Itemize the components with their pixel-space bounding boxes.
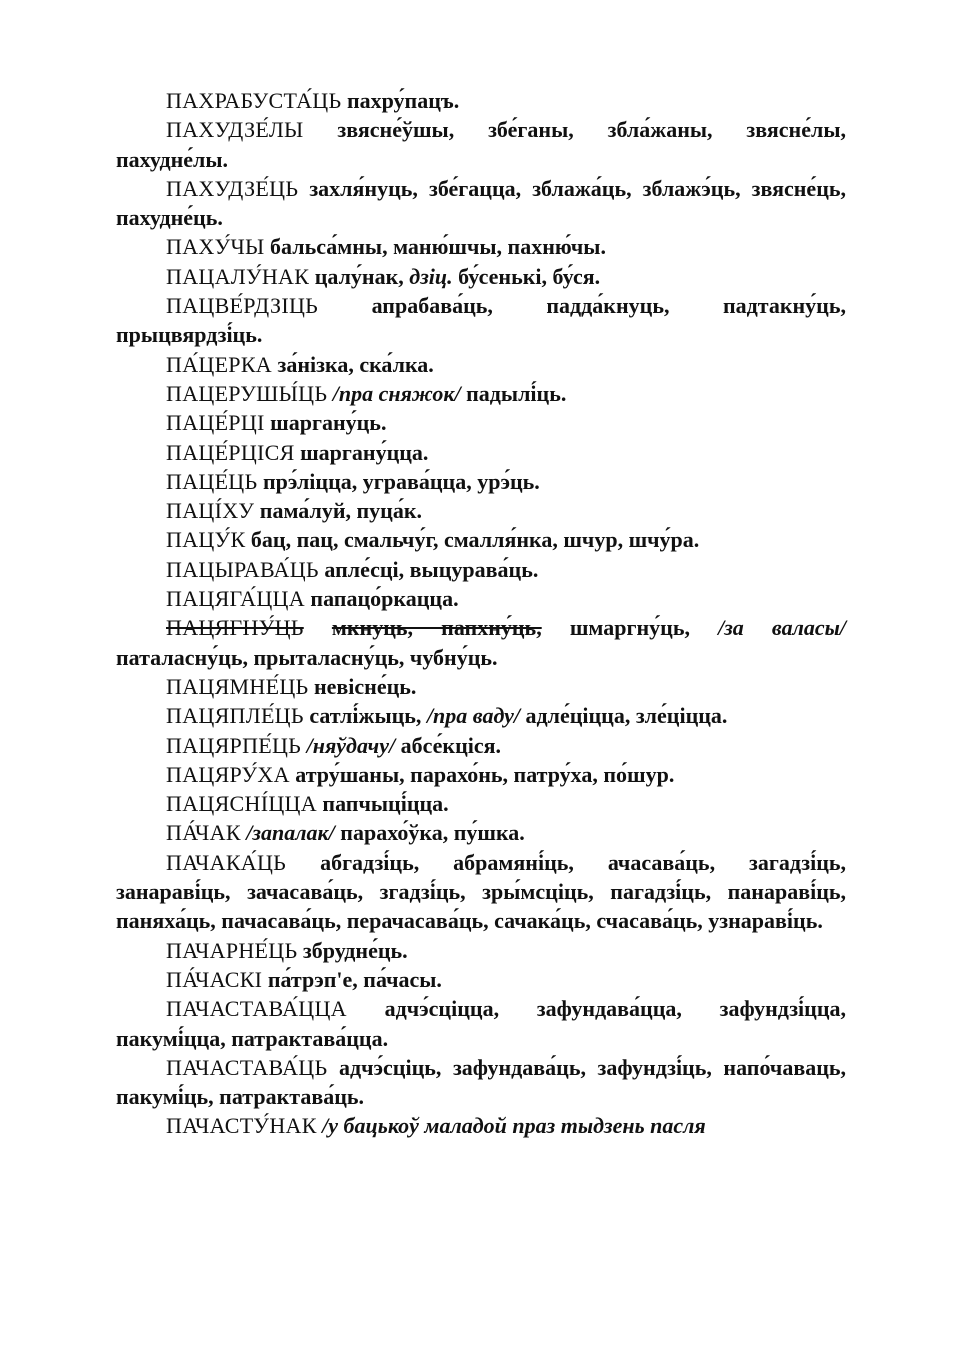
dictionary-entry [116, 438, 846, 467]
dictionary-entry [116, 760, 846, 789]
entry-usage-note: дзіц. [409, 263, 453, 289]
entry-synonyms: па́трэп'е, па́часы. [267, 966, 442, 992]
dictionary-entry [116, 115, 846, 174]
entry-headword: ПАЦЯСНІ́ЦЦА [166, 791, 317, 817]
entry-headword: ПА́ЧАК [166, 820, 241, 846]
entry-synonyms: бальса́мны, маню́шчы, пахню́чы. [270, 234, 606, 260]
dictionary-entry [116, 86, 846, 115]
entry-headword: ПАЦЯМНЕ́ЦЬ [166, 673, 309, 699]
entry-headword: ПАХУДЗЕ́ЛЫ [166, 117, 304, 143]
entry-synonyms: пама́луй, пуца́к. [259, 498, 423, 524]
entry-synonyms: шаргану́ць. [270, 410, 387, 436]
entry-synonyms: шмаргну́ць, [569, 615, 690, 641]
entry-headword: ПА́ЧАСКІ [166, 966, 263, 992]
entry-headword: ПАЦВЕ́РДЗІЦЬ [166, 293, 319, 319]
dictionary-entry [116, 672, 846, 701]
entry-headword: ПАЧАСТАВА́ЦЬ [166, 1054, 328, 1080]
entry-synonyms: прэ́ліцца, уграва́цца, урэ́ць. [262, 468, 540, 494]
entry-synonyms: бац, пац, смальчу́г, смалля́нка, шчур, шчу́ра. [250, 527, 700, 553]
dictionary-entry [116, 965, 846, 994]
entry-synonyms: атру́шаны, парахо́нь, патру́ха, по́шур. [295, 761, 675, 787]
entry-headword: ПАЧАРНЕ́ЦЬ [166, 937, 298, 963]
entry-headword: ПАХРАБУСТА́ЦЬ [166, 88, 342, 113]
entry-usage-note: /у бацькоў маладой праз тыдзень пасля [322, 1113, 706, 1139]
dictionary-entry [116, 525, 846, 554]
entry-synonyms: звясне́ўшы, збе́ганы, збла́жаны, звясне́лы, пахудне́лы. [116, 117, 846, 172]
entry-synonyms: за́нізка, ска́лка. [277, 351, 434, 377]
entry-synonyms: збрудне́ць. [302, 937, 408, 963]
entry-headword: ПАЧАСТУ́НАК [166, 1113, 317, 1139]
entry-headword: ПАЧАКА́ЦЬ [166, 849, 287, 875]
entry-synonyms: абгадзі́ць, абрамяні́ць, ачасава́ць, загадзі́ць, занараві́ць, зачасава́ць, згадзі́ць, зры́мсціць, пагадзі́ць, панараві́ць, паняха́ць, пачасава́ць, перачасава́ць, сачака́ць, счасава́ць, узнараві́ць. [116, 849, 846, 934]
dictionary-entry [116, 379, 846, 408]
dictionary-entry [116, 232, 846, 261]
dictionary-entry [116, 994, 846, 1053]
dictionary-entry [116, 613, 846, 672]
dictionary-entry [116, 1111, 846, 1140]
entry-synonyms: сатлі́жыць, [309, 703, 422, 729]
entry-headword: ПАЦЕ́РЦІСЯ [166, 439, 295, 465]
entry-headword: ПАЦАЛУ́НАК [166, 263, 310, 289]
entry-usage-note: /за валасы/ [718, 615, 847, 641]
entry-headword: ПАХУДЗЕ́ЦЬ [166, 175, 299, 201]
dictionary-entry [116, 789, 846, 818]
entry-headword: ПАЦЯРПЕ́ЦЬ [166, 732, 302, 758]
dictionary-entry [116, 818, 846, 847]
entry-synonyms: адле́ціцца, зле́ціцца. [525, 703, 728, 729]
entry-synonyms: парахо́ўка, пу́шка. [340, 820, 525, 846]
entry-usage-note: /пра ваду/ [426, 703, 520, 729]
dictionary-entry [116, 174, 846, 233]
entry-headword: ПАХУ́ЧЫ [166, 234, 265, 260]
dictionary-entry [116, 848, 846, 936]
entry-synonyms: адчэ́сціць, зафундава́ць, зафундзі́ць, напо́чаваць, пакумі́ць, патрактава́ць. [116, 1054, 847, 1110]
entry-synonyms: паталасну́ць, прыталасну́ць, чубну́ць. [116, 644, 498, 670]
entry-headword: ПАЦЕРУШЫ́ЦЬ [166, 380, 328, 406]
entry-synonyms: цалу́нак, [314, 263, 404, 289]
entry-headword: ПА́ЦЕРКА [166, 351, 272, 377]
dictionary-entry [116, 1053, 846, 1112]
entry-synonyms: папацо́ркацца. [310, 586, 459, 612]
entry-synonyms: падылі́ць. [466, 380, 567, 406]
entry-usage-note: /запалак/ [246, 820, 335, 846]
entry-synonyms: мкнуць, папхну́ць, [331, 615, 542, 641]
entry-synonyms: захля́нуць, збе́гацца, зблажа́ць, зблажэ́ць, звясне́ць, пахудне́ць. [116, 175, 846, 231]
entry-headword: ПАЦЯПЛЕ́ЦЬ [166, 703, 304, 729]
entry-synonyms: невісне́ць. [313, 673, 417, 699]
dictionary-entry [116, 408, 846, 437]
entry-headword: ПАЦЯГНУ́ЦЬ [166, 615, 304, 641]
dictionary-entry [116, 584, 846, 613]
entry-headword: ПАЦУ́К [166, 527, 246, 553]
entry-headword: ПАЦЯГА́ЦЦА [166, 586, 305, 612]
entry-usage-note: /пра сняжок/ [332, 380, 461, 406]
entry-usage-note: /няўдачу/ [306, 732, 396, 758]
entry-synonyms: бу́сенькі, бу́ся. [458, 263, 601, 289]
entry-headword: ПАЧАСТАВА́ЦЦА [166, 996, 347, 1022]
entry-headword: ПАЦЕ́ЦЬ [166, 468, 258, 494]
dictionary-entry [116, 555, 846, 584]
dictionary-entry [116, 291, 846, 350]
dictionary-entry [116, 467, 846, 496]
entry-synonyms: абсе́кціся. [400, 732, 502, 758]
entry-synonyms: папчыці́цца. [322, 791, 449, 817]
dictionary-entry [116, 496, 846, 525]
entry-headword: ПАЦЫРАВА́ЦЬ [166, 556, 319, 582]
dictionary-entry [116, 350, 846, 379]
entry-synonyms: шаргану́цца. [300, 439, 429, 465]
entry-headword: ПАЦЕ́РЦІ [166, 410, 265, 436]
entry-synonyms: апле́сці, выцурава́ць. [324, 556, 539, 582]
dictionary-page [116, 86, 846, 1141]
entry-headword: ПАЦЯРУ́ХА [166, 761, 290, 787]
dictionary-entry [116, 701, 846, 730]
dictionary-entry [116, 731, 846, 760]
entry-synonyms: апрабава́ць, падда́кнуць, падтакну́ць, прыцвярдзі́ць. [116, 293, 846, 348]
dictionary-entry [116, 936, 846, 965]
entry-synonyms: адчэ́сціцца, зафундава́цца, зафундзі́цца, пакумі́цца, патрактава́цца. [116, 996, 846, 1051]
entry-synonyms: пахру́пацъ. [346, 88, 460, 113]
entry-headword: ПАЦІ́ХУ [166, 498, 255, 524]
dictionary-entry [116, 262, 846, 291]
